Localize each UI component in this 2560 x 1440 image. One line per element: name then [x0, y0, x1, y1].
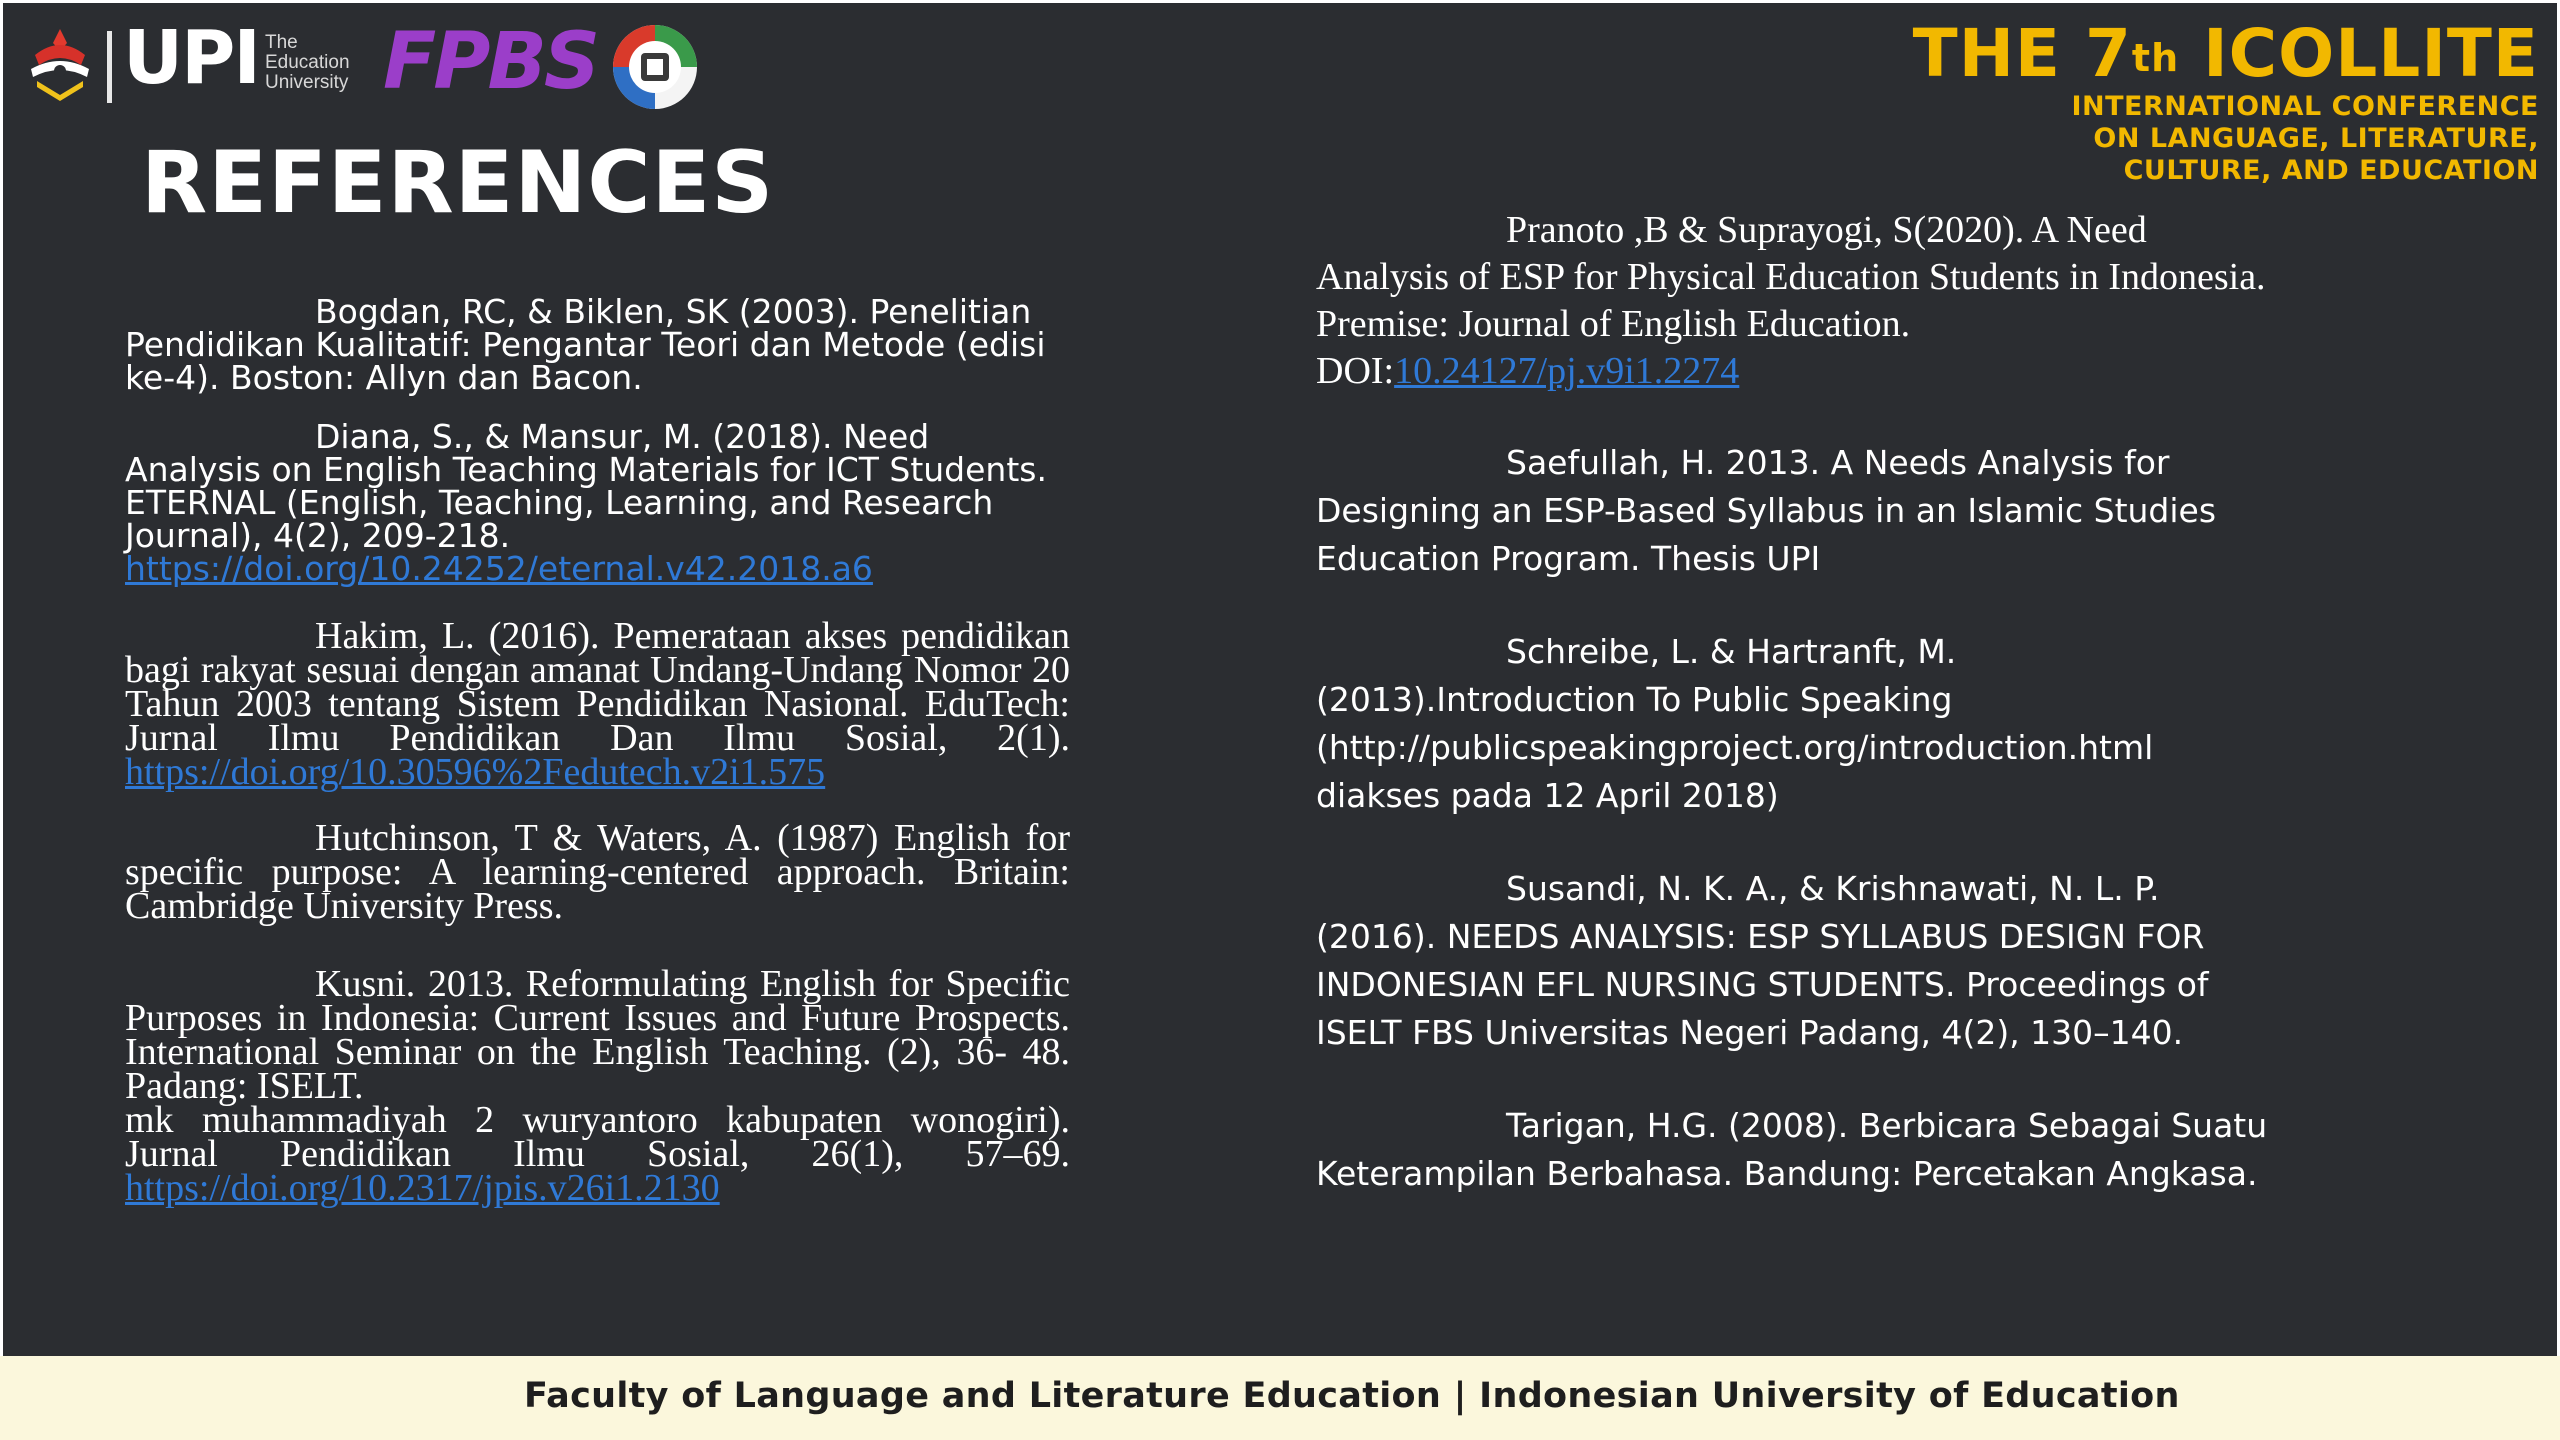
reference-text: Susandi, N. K. A., & Krishnawati, N. L. P. (2016). NEEDS ANALYSIS: ESP SYLLABUS DESIGN FOR INDONESIAN EFL NURSING STUDENTS. Proceedings of ISELT FBS Universitas Negeri Padang, 4(2), 130–140.: [1316, 869, 2209, 1052]
conference-subtitle-line: CULTURE, AND EDUCATION: [2123, 155, 2539, 186]
references-right-column: [1316, 207, 2276, 1198]
reference-text: Hakim, L. (2016). Pemerataan akses pendidikan bagi rakyat sesuai dengan amanat Undang-Undang Nomor 20 Tahun 2003 tentang Sistem Pendidikan Nasional. EduTech: Jurnal Ilmu Pendidikan Dan Ilmu Sosial, 2(1).: [125, 615, 1070, 759]
footer-text: Faculty of Language and Literature Education | Indonesian University of Education: [524, 1376, 2180, 1416]
conference-title-prefix: THE 7: [1912, 15, 2132, 92]
fpbs-logo-text: FPBS: [383, 17, 598, 107]
reference-text: mk muhammadiyah 2 wuryantoro kabupaten wonogiri). Jurnal Pendidikan Ilmu Sosial, 26(1), 57–69.: [125, 1099, 1070, 1175]
reference-doi-link[interactable]: https://doi.org/10.30596%2Fedutech.v2i1.575: [125, 751, 826, 793]
reference-text: Schreibe, L. & Hartranft, M. (2013).Introduction To Public Speaking (http://publicspeakingproject.org/introduction.html diakses pada 12 April 2018): [1316, 632, 2154, 815]
footer-bar: [0, 1356, 2560, 1440]
upi-logo-subtitle: [265, 33, 385, 93]
reference-text: Saefullah, H. 2013. A Needs Analysis for Designing an ESP-Based Syllabus in an Islamic Studies Education Program. Thesis UPI: [1316, 443, 2217, 578]
upi-sub-line: The: [265, 32, 298, 53]
reference-text: Hutchinson, T & Waters, A. (1987) English for specific purpose: A learning-centered approach. Britain: Cambridge University Press.: [125, 817, 1070, 927]
reference-item: [1316, 207, 2276, 395]
reference-item: [125, 963, 1070, 1107]
upi-emblem-icon: [25, 25, 95, 101]
upi-sub-line: University: [265, 72, 349, 93]
reference-text: Pranoto ,B & Suprayogi, S(2020). A Need Analysis of ESP for Physical Education Students in Indonesia. Premise: Journal of English Education. DOI:: [1316, 209, 2266, 392]
conference-subtitle-line: ON LANGUAGE, LITERATURE,: [2093, 123, 2539, 154]
conference-title-sup: th: [2131, 36, 2180, 80]
upi-logo-text: UPI: [123, 15, 259, 101]
reference-item: [1316, 439, 2276, 583]
reference-item: [125, 417, 1070, 588]
reference-item: [1316, 1102, 2276, 1198]
reference-item: [125, 817, 1070, 927]
references-left-column: [125, 292, 1070, 1209]
upi-sub-line: Education: [265, 52, 350, 73]
page-title: REFERENCES: [141, 133, 775, 233]
conference-title: [1912, 15, 2539, 92]
reference-text: Kusni. 2013. Reformulating English for Specific Purposes in Indonesia: Current Issues and Future Prospects. International Seminar on the English Teaching. (2), 36- 48. Padang: ISELT.: [125, 963, 1070, 1107]
reference-doi-link[interactable]: 10.24127/pj.v9i1.2274: [1394, 350, 1740, 392]
fpbs-badge-icon: [611, 23, 699, 111]
reference-item: [1316, 865, 2276, 1057]
reference-item: [125, 292, 1070, 397]
slide: [3, 3, 2557, 1356]
reference-item: [125, 1099, 1070, 1209]
conference-title-block: [1912, 15, 2539, 187]
reference-text: Tarigan, H.G. (2008). Berbicara Sebagai Suatu Keterampilan Berbahasa. Bandung: Percetakan Angkasa.: [1316, 1106, 2268, 1193]
conference-subtitle: [1913, 91, 2539, 187]
conference-subtitle-line: INTERNATIONAL CONFERENCE: [2071, 91, 2539, 122]
conference-title-suffix: ICOLLITE: [2179, 15, 2539, 92]
reference-doi-link[interactable]: https://doi.org/10.2317/jpis.v26i1.2130: [125, 1167, 720, 1209]
logo-divider: [107, 31, 112, 103]
reference-doi-link[interactable]: https://doi.org/10.24252/eternal.v42.2018.a6: [125, 549, 873, 588]
reference-text: Diana, S., & Mansur, M. (2018). Need Analysis on English Teaching Materials for ICT Students. ETERNAL (English, Teaching, Learning, and Research Journal), 4(2), 209-218.: [125, 417, 1047, 555]
reference-item: [1316, 628, 2276, 820]
reference-item: [125, 615, 1070, 793]
reference-text: Bogdan, RC, & Biklen, SK (2003). Penelitian Pendidikan Kualitatif: Pengantar Teori dan Metode (edisi ke-4). Boston: Allyn dan Bacon.: [125, 292, 1046, 397]
